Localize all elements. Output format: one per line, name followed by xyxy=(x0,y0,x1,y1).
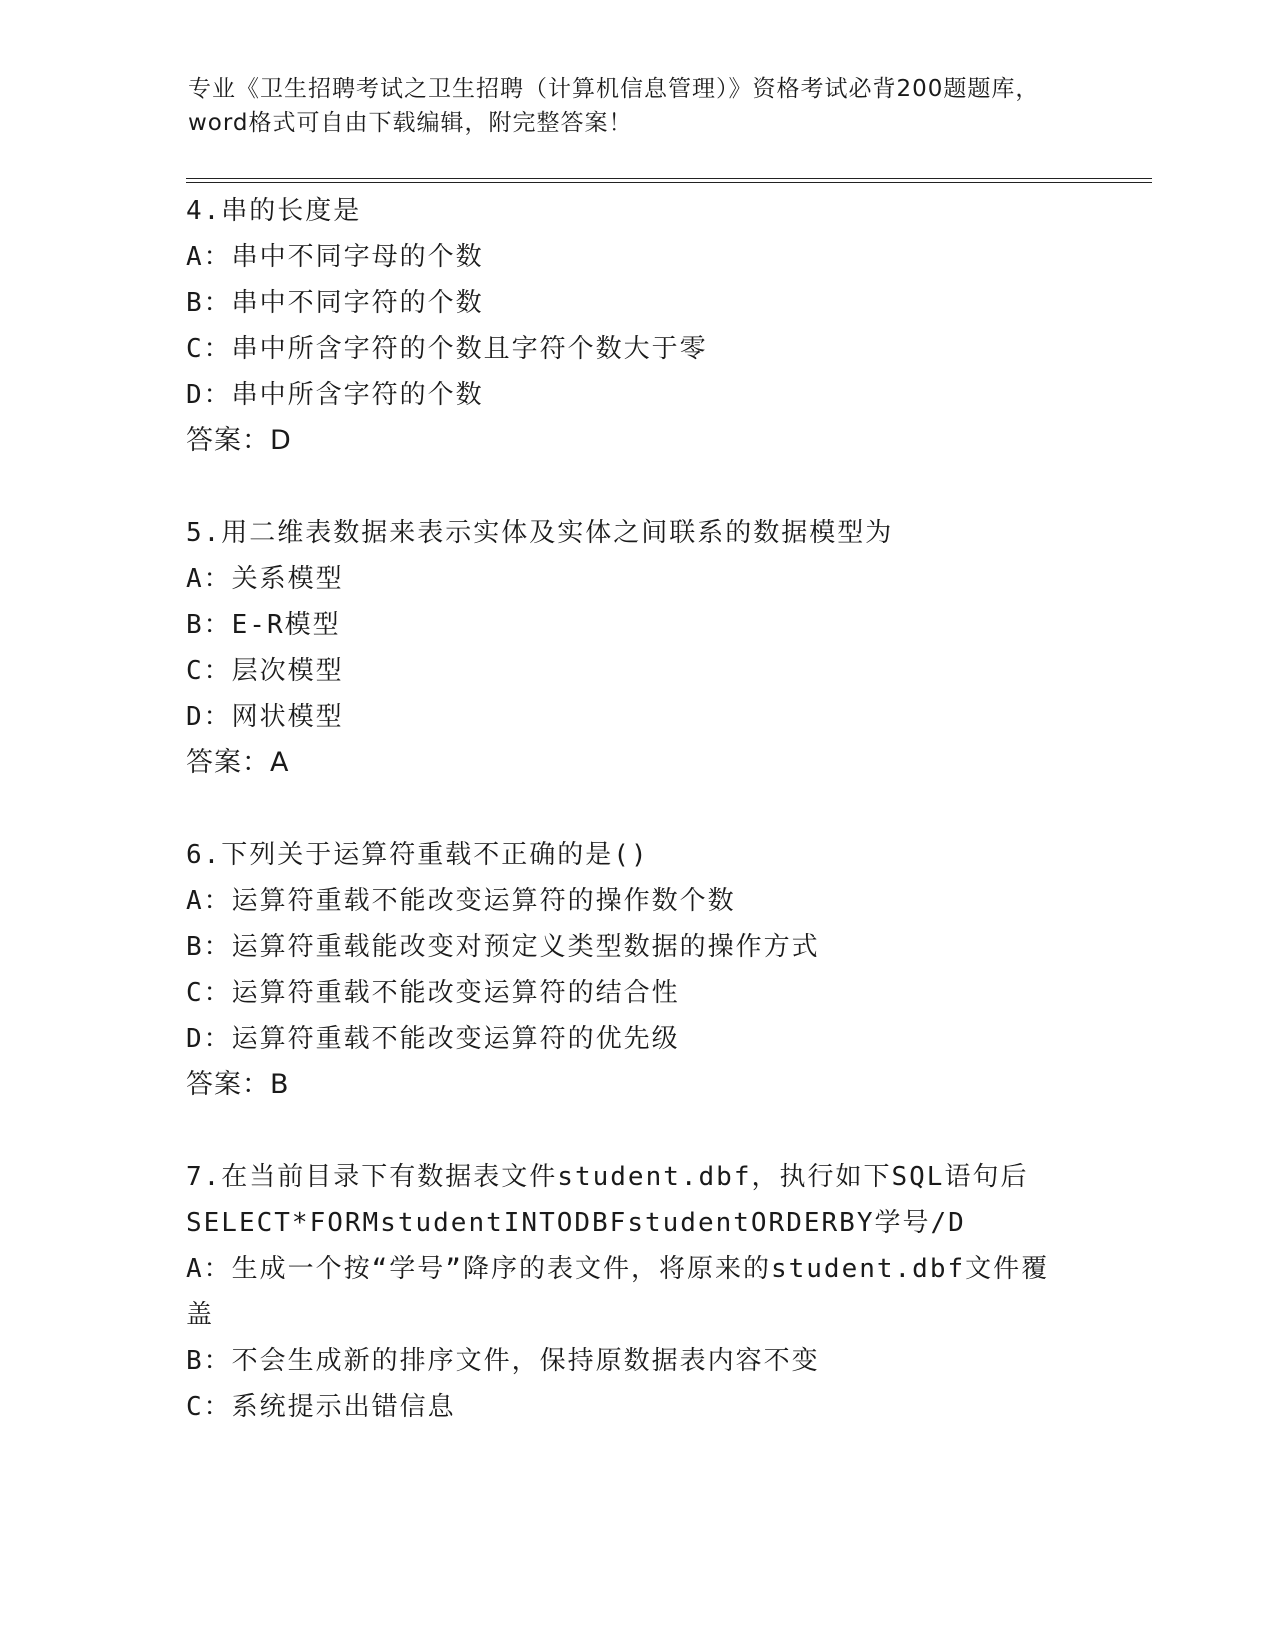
header-title-line-2: word格式可自由下载编辑，附完整答案！ xyxy=(188,110,633,136)
option-b: B：运算符重载能改变对预定义类型数据的操作方式 xyxy=(186,932,820,962)
question-7 xyxy=(186,1154,1086,1430)
option-a: A：运算符重载不能改变运算符的操作数个数 xyxy=(186,886,736,916)
option-c: C：串中所含字符的个数且字符个数大于零 xyxy=(186,334,708,364)
header-divider-bottom xyxy=(186,182,1152,183)
option-b: B：不会生成新的排序文件，保持原数据表内容不变 xyxy=(186,1346,820,1376)
question-stem: 5.用二维表数据来表示实体及实体之间联系的数据模型为 xyxy=(186,518,894,548)
option-a: A：串中不同字母的个数 xyxy=(186,242,484,272)
option-d: D：运算符重载不能改变运算符的优先级 xyxy=(186,1024,680,1054)
option-a-continued: 盖 xyxy=(186,1300,215,1330)
answer: 答案：A xyxy=(186,747,290,778)
option-d: D：网状模型 xyxy=(186,702,344,732)
header-title-line-1: 专业《卫生招聘考试之卫生招聘（计算机信息管理）》资格考试必背200题题库， xyxy=(188,76,1040,102)
header-divider-top xyxy=(186,178,1152,179)
option-c: C：层次模型 xyxy=(186,656,344,686)
option-c: C：运算符重载不能改变运算符的结合性 xyxy=(186,978,680,1008)
question-stem: 6.下列关于运算符重载不正确的是() xyxy=(186,840,649,870)
spacer xyxy=(186,786,1086,832)
option-b: B：E-R模型 xyxy=(186,610,341,640)
option-a: A：生成一个按“学号”降序的表文件，将原来的student.dbf文件覆 xyxy=(186,1254,1050,1284)
answer: 答案：D xyxy=(186,425,292,456)
option-a: A：关系模型 xyxy=(186,564,344,594)
option-d: D：串中所含字符的个数 xyxy=(186,380,484,410)
question-list xyxy=(186,188,1086,1430)
question-stem-sql: SELECT*FORMstudentINTODBFstudentORDERBY学号/D xyxy=(186,1208,966,1238)
spacer xyxy=(186,1108,1086,1154)
question-6 xyxy=(186,832,1086,1108)
question-5 xyxy=(186,510,1086,786)
question-stem: 7.在当前目录下有数据表文件student.dbf，执行如下SQL语句后 xyxy=(186,1162,1029,1192)
question-4 xyxy=(186,188,1086,464)
answer: 答案：B xyxy=(186,1069,290,1100)
option-c: C：系统提示出错信息 xyxy=(186,1392,456,1422)
spacer xyxy=(186,464,1086,510)
question-stem: 4.串的长度是 xyxy=(186,196,362,226)
document-header xyxy=(188,72,1088,140)
option-b: B：串中不同字符的个数 xyxy=(186,288,484,318)
